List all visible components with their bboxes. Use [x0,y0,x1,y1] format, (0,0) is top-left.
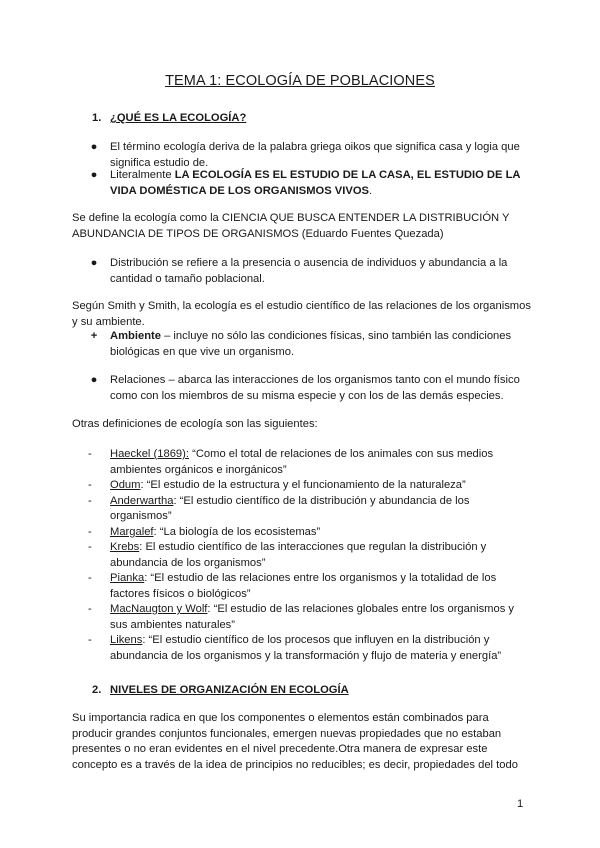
bullet-distribution [110,256,530,287]
section-2-number: 2. [92,684,102,696]
bullet-marker: ● [90,141,98,153]
definition-item [88,540,528,571]
item-ambiente [110,329,530,360]
definitions-list [88,447,528,664]
definition-text: : “El estudio de la estructura y el funcionamiento de la naturaleza” [140,479,466,491]
definition-author: Likens [110,634,143,646]
definition-text: ambientes orgánicos e inorgánicos” [110,463,287,476]
definition-text: factores físicos o biológicos” [110,587,251,600]
definition-item [88,571,528,602]
bullet-line: cantidad o tamaño poblacional. [110,272,265,285]
item-line: como con los miembros de su misma especie y con los de las demás especies. [110,389,504,402]
bullet-marker: ● [90,169,98,181]
section-1-number: 1. [92,112,102,124]
paragraph-line: y su ambiente. [72,315,145,328]
definition-item [88,478,528,494]
paragraph-line: concepto es a través de la idea de principios no reducibles; es decir, propiedades del todo [72,758,518,771]
paragraph-line: Se define la ecología como la CIENCIA QUE BUSCA ENTENDER LA DISTRIBUCIÓN Y [72,212,510,224]
bullet-marker: ● [90,257,98,269]
definition-text: : El estudio científico de las interacciones que regulan la distribución y [139,541,487,553]
paragraph-line: Su importancia radica en que los componentes o elementos están combinados para [72,712,489,724]
bullet-lead: Literalmente [110,169,175,181]
term-ambiente: Ambiente [110,330,161,342]
dash-marker: - [88,479,92,491]
paragraph-other-definitions: Otras definiciones de ecología son las siguientes: [72,418,318,430]
paragraph-line: producir grandes conjuntos funcionales, emergen nuevas propiedades que no estaban [72,727,502,740]
definition-text: organismos” [110,510,172,522]
dash-marker: - [88,541,92,553]
dash-marker: - [88,603,92,615]
definition-item [88,633,528,664]
item-line: biológicas en que vive un organismo. [110,345,295,358]
bullet-marker: ● [90,374,98,386]
definition-author: MacNaugton y Wolf [110,603,208,615]
item-relaciones [110,373,530,404]
paragraph-importance [72,711,542,773]
definition-text: abundancia de los organismos” [110,556,266,569]
definition-text: : “La biología de los ecosistemas” [153,525,321,538]
definition-item [88,494,528,525]
bullet-tail: . [369,184,373,197]
item-line: – incluye no sólo las condiciones físicas, sino también las condiciones [160,330,512,342]
definition-text: “Como el total de relaciones de los animales con sus medios [188,448,494,460]
paragraph-definition [72,211,532,242]
bullet-line: Distribución se refiere a la presencia o ausencia de individuos y abundancia a la [110,257,508,269]
definition-text: : “El estudio científico de los procesos que influyen en la distribución y [142,634,490,646]
plus-marker: + [90,330,98,342]
definition-author: Haeckel (1869): [110,448,189,460]
bullet-literal [110,168,530,199]
paragraph-smith [72,299,532,330]
paragraph-line: ABUNDANCIA DE TIPOS DE ORGANISMOS (Eduardo Fuentes Quezada) [72,227,444,240]
definition-item [88,525,528,541]
bullet-line: El término ecología deriva de la palabra griega oikos que significa casa y logia que [110,141,520,153]
definition-text: : “El estudio científico de la distribución y abundancia de los [173,494,470,507]
dash-marker: - [88,494,92,507]
bullet-etymology [110,140,530,171]
paragraph-line: presentes o no eran evidentes en el nivel precedente.Otra manera de expresar este [72,743,488,755]
page-number: 1 [517,798,524,810]
bullet-line: significa estudio de. [110,156,209,169]
definition-item [88,447,528,478]
definition-text: sus ambientes naturales” [110,618,235,631]
bullet-bold: VIDA DOMÉSTICA DE LOS ORGANISMOS VIVOS [110,184,369,197]
definition-text: abundancia de los organismos y la transformación y flujo de materia y energía” [110,649,502,662]
definition-author: Odum [110,479,141,491]
definition-text: : “El estudio de las relaciones entre los organismos y la totalidad de los [144,572,497,584]
paragraph-line: Según Smith y Smith, la ecología es el estudio científico de las relaciones de los organismos [72,300,531,312]
section-1-heading: ¿QUÉ ES LA ECOLOGÍA? [110,112,247,124]
section-2-heading: NIVELES DE ORGANIZACIÓN EN ECOLOGÍA [110,684,349,696]
dash-marker: - [88,525,92,538]
page-title: TEMA 1: ECOLOGÍA DE POBLACIONES [165,73,435,89]
definition-text: : “El estudio de las relaciones globales entre los organismos y [207,603,514,615]
definition-author: Krebs [110,541,140,553]
definition-author: Margalef [110,525,154,538]
bullet-bold: LA ECOLOGÍA ES EL ESTUDIO DE LA CASA, EL ESTUDIO DE LA [174,169,521,181]
definition-item [88,602,528,633]
dash-marker: - [88,572,92,584]
dash-marker: - [88,634,92,646]
dash-marker: - [88,448,92,460]
definition-author: Anderwartha [110,494,174,507]
definition-author: Pianka [110,572,145,584]
item-line: Relaciones – abarca las interacciones de los organismos tanto con el mundo físico [110,374,520,386]
